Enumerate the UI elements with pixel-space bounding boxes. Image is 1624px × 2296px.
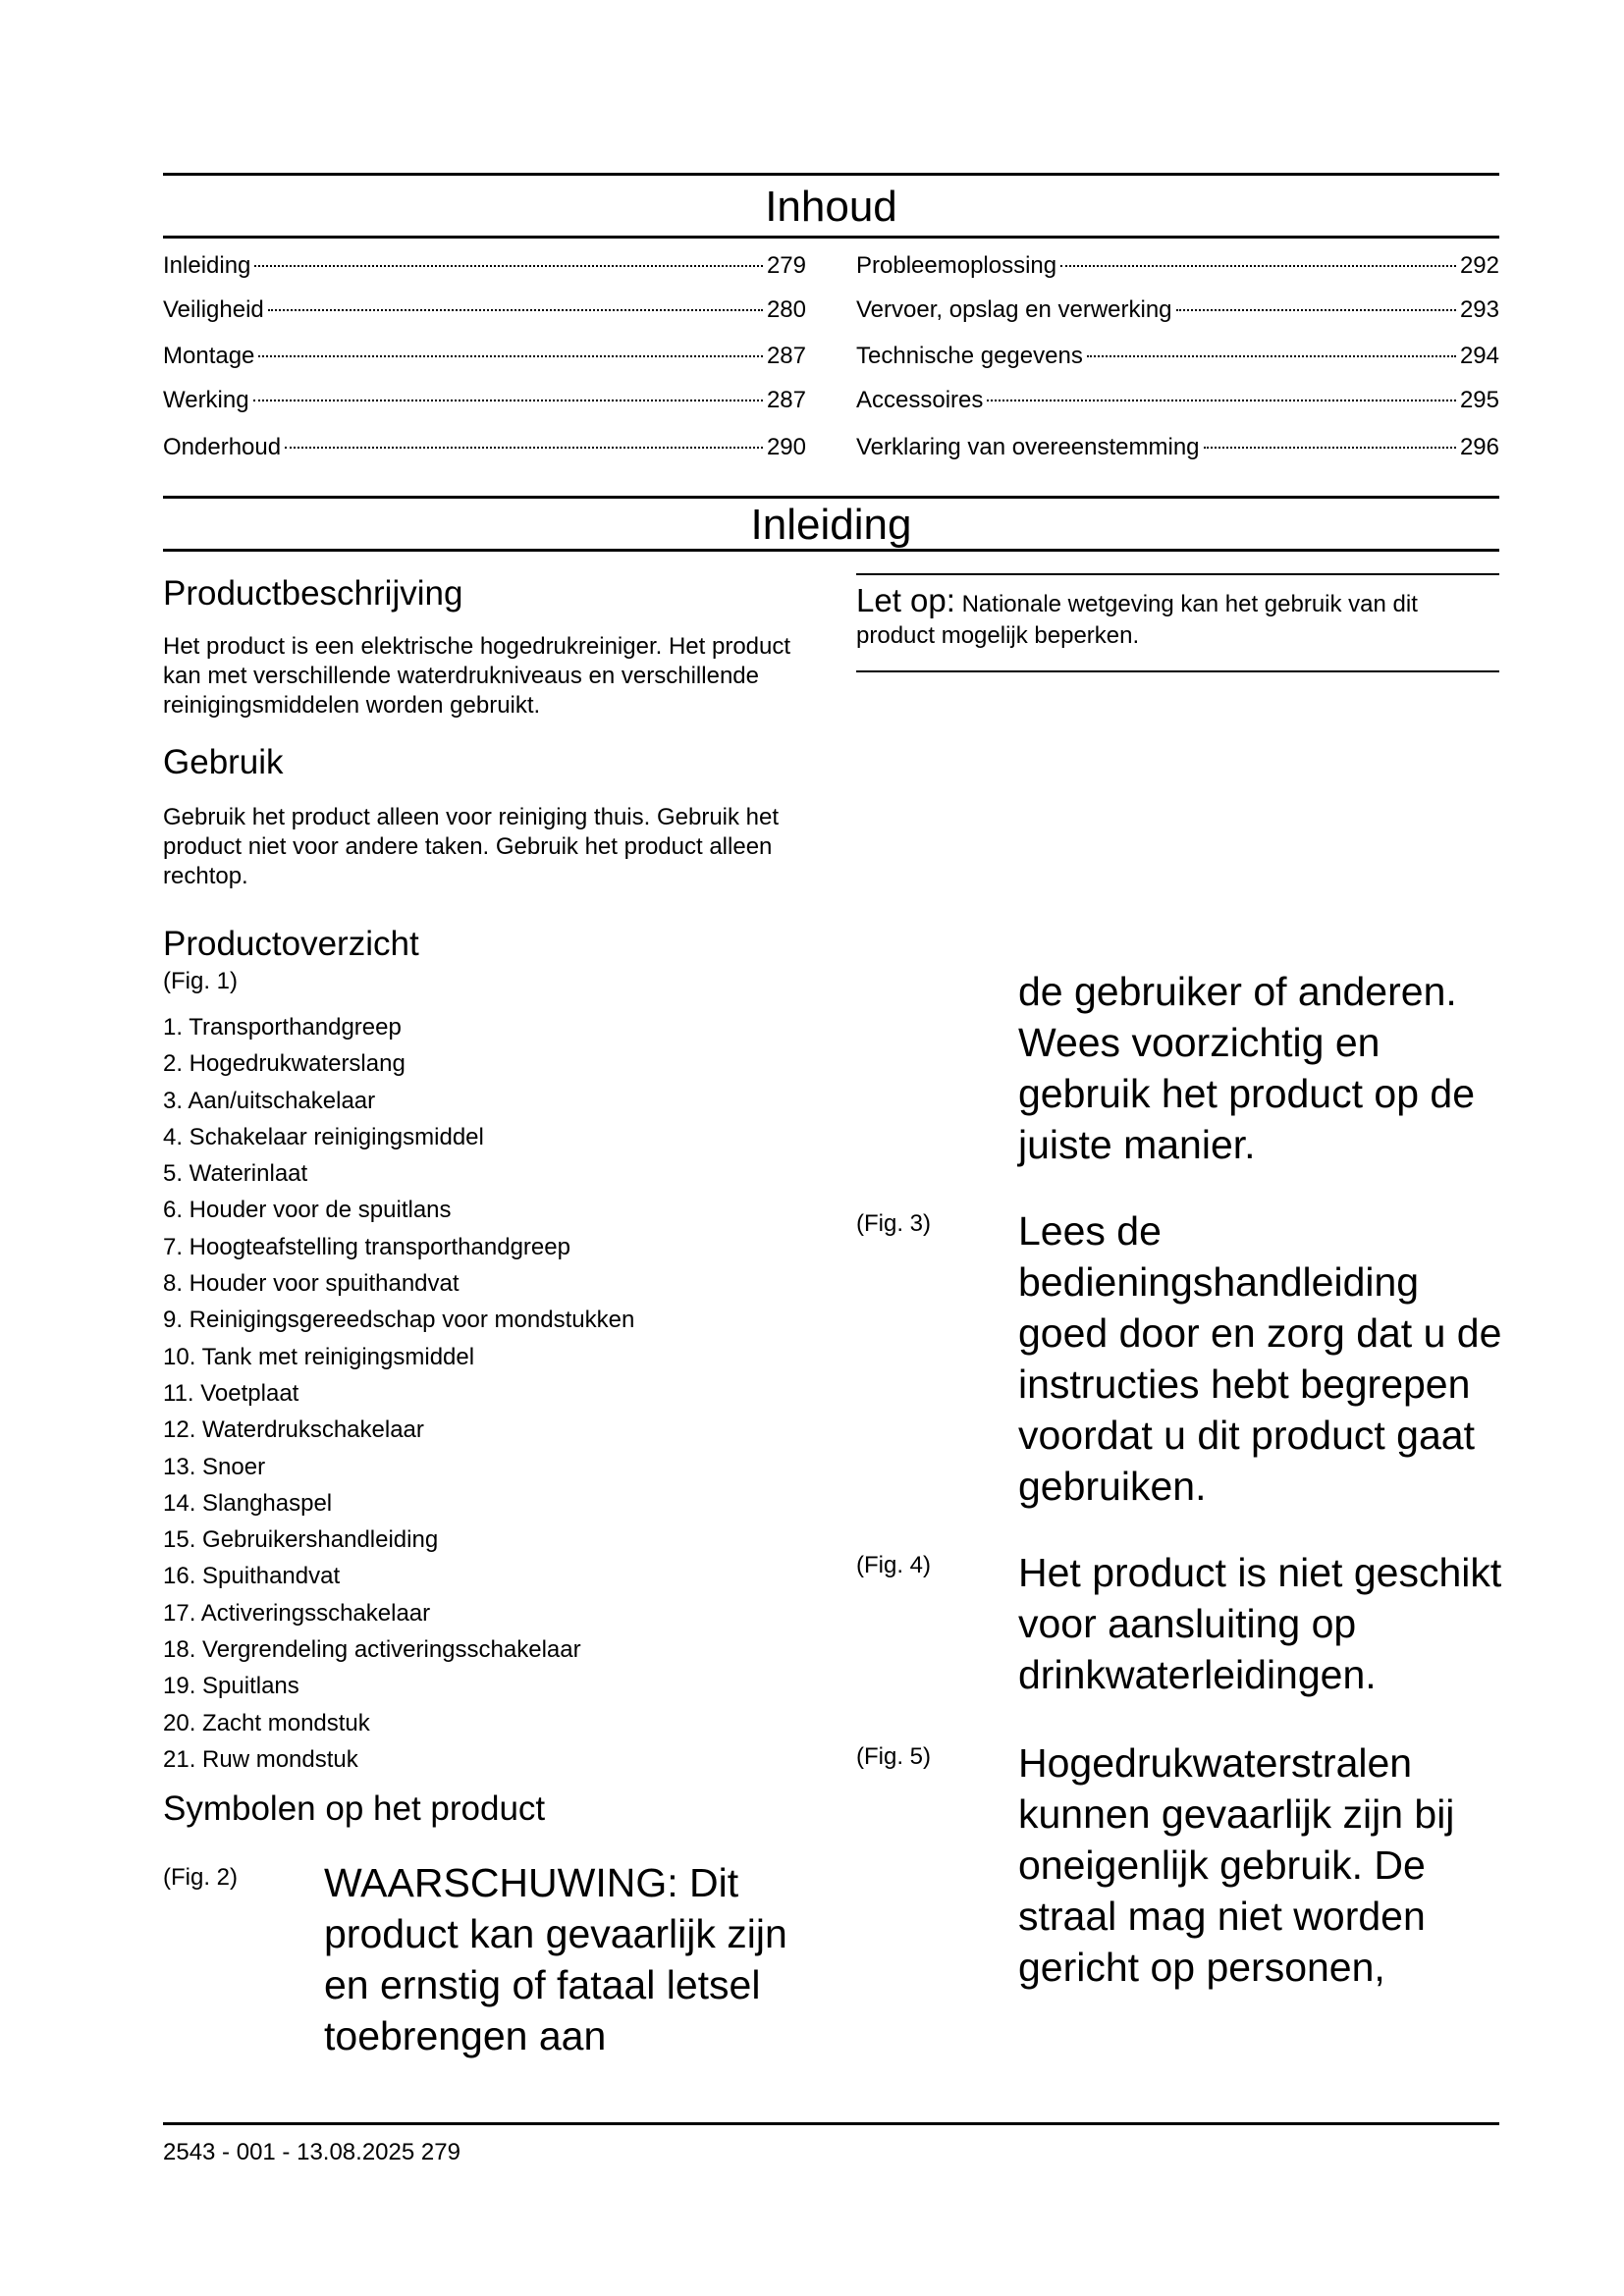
toc-entry-page: 293: [1459, 296, 1499, 323]
list-item: 19. Spuitlans: [163, 1673, 299, 1700]
list-item: 7. Hoogteafstelling transporthandgreep: [163, 1233, 570, 1260]
fig-2-warning-continued: de gebruiker of anderen. Wees voorzichtig en gebruik het product op de juiste manier.: [1018, 969, 1475, 1167]
list-item: 10. Tank met reinigingsmiddel: [163, 1343, 475, 1370]
toc-entry[interactable]: [163, 295, 806, 325]
toc-leader: [1060, 265, 1456, 267]
toc-entry-label: Technische gegevens: [856, 343, 1083, 369]
list-item: 17. Activeringsschakelaar: [163, 1599, 431, 1627]
toc-entry[interactable]: [856, 433, 1499, 462]
toc-entry[interactable]: [856, 251, 1499, 281]
list-item: 4. Schakelaar reinigingsmiddel: [163, 1123, 484, 1150]
toc-entry-label: Accessoires: [856, 387, 984, 413]
toc-leader: [258, 355, 763, 357]
overview-heading: Productoverzicht: [163, 925, 419, 963]
intro-title-rule: [163, 549, 1499, 552]
list-item: 1. Transporthandgreep: [163, 1014, 402, 1041]
toc-entry-label: Inleiding: [163, 252, 251, 279]
fig-4-text: Het product is niet geschikt voor aansluiting op drinkwaterleidingen.: [1018, 1550, 1502, 1697]
list-item: 5. Waterinlaat: [163, 1160, 308, 1188]
top-rule: [163, 173, 1499, 176]
list-item: 14. Slanghaspel: [163, 1489, 333, 1517]
product-description-text: Het product is een elektrische hogedrukreiniger. Het product kan met verschillende waterdrukniveaus en verschillende reinigingsmiddelen worden gebruikt.: [163, 633, 791, 719]
toc-leader: [285, 447, 763, 449]
list-item: 9. Reinigingsgereedschap voor mondstukken: [163, 1307, 635, 1334]
toc-entry[interactable]: [163, 433, 806, 462]
toc-entry-page: 287: [766, 343, 806, 369]
intro-top-rule: [163, 496, 1499, 499]
fig-5-text: Hogedrukwaterstralen kunnen gevaarlijk zijn bij oneigenlijk gebruik. De straal mag niet worden gericht op personen,: [1018, 1740, 1455, 1990]
toc-leader: [268, 309, 763, 311]
toc-entry-label: Vervoer, opslag en verwerking: [856, 296, 1172, 323]
fig-5-ref: (Fig. 5): [856, 1743, 932, 1770]
toc-entry-label: Veiligheid: [163, 296, 264, 323]
toc-entry-page: 296: [1459, 434, 1499, 460]
toc-entry-label: Onderhoud: [163, 434, 282, 460]
toc-leader: [1176, 309, 1456, 311]
list-item: 20. Zacht mondstuk: [163, 1709, 370, 1736]
toc-entry[interactable]: [856, 295, 1499, 325]
note-bottom-rule: [856, 670, 1499, 672]
list-item: 3. Aan/uitschakelaar: [163, 1087, 376, 1114]
fig-3-ref: (Fig. 3): [856, 1210, 932, 1237]
toc-entry-page: 280: [766, 296, 806, 323]
toc-entry-page: 292: [1459, 252, 1499, 279]
toc-entry[interactable]: [163, 386, 806, 415]
fig-4-ref: (Fig. 4): [856, 1552, 932, 1578]
footer-doc-info: 2543 - 001 - 13.08.2025: [163, 2139, 415, 2165]
toc-entry-page: 294: [1459, 343, 1499, 369]
toc-entry-page: 287: [766, 387, 806, 413]
toc-entry-page: 295: [1459, 387, 1499, 413]
toc-entry[interactable]: [163, 342, 806, 371]
overview-list: [163, 1009, 634, 1778]
list-item: 2. Hogedrukwaterslang: [163, 1050, 406, 1078]
footer-rule: [163, 2122, 1499, 2125]
toc-leader: [254, 265, 763, 267]
toc-entry[interactable]: [856, 386, 1499, 415]
note-text: Nationale wetgeving kan het gebruik van dit product mogelijk beperken.: [856, 591, 1418, 649]
list-item: 6. Houder voor de spuitlans: [163, 1197, 452, 1224]
footer: [163, 2138, 460, 2167]
list-item: 15. Gebruikershandleiding: [163, 1526, 439, 1554]
toc-entry-label: Verklaring van overeenstemming: [856, 434, 1200, 460]
product-description-heading: Productbeschrijving: [163, 574, 463, 613]
toc-leader: [1204, 447, 1456, 449]
toc-title-rule: [163, 236, 1499, 239]
list-item: 16. Spuithandvat: [163, 1563, 341, 1590]
list-item: 18. Vergrendeling activeringsschakelaar: [163, 1636, 581, 1664]
intro-title: Inleiding: [750, 501, 912, 549]
toc-entry-label: Montage: [163, 343, 255, 369]
list-item: 8. Houder voor spuithandvat: [163, 1270, 460, 1298]
fig-2-warning-text: WAARSCHUWING: Dit product kan gevaarlijk zijn en ernstig of fataal letsel toebrengen aan: [324, 1860, 787, 2058]
fig-2-ref: (Fig. 2): [163, 1864, 239, 1891]
toc-entry[interactable]: [856, 342, 1499, 371]
toc-entry-page: 279: [766, 252, 806, 279]
toc-leader: [987, 400, 1456, 401]
note: [856, 582, 1499, 652]
fig-3-text: Lees de bedieningshandleiding goed door en zorg dat u de instructies hebt begrepen voordat u dit product gaat gebruiken.: [1018, 1208, 1502, 1509]
note-top-rule: [856, 573, 1499, 575]
toc-entry[interactable]: [163, 251, 806, 281]
toc-title: Inhoud: [765, 183, 897, 231]
note-label: Let op:: [856, 582, 955, 618]
list-item: 21. Ruw mondstuk: [163, 1745, 358, 1773]
list-item: 11. Voetplaat: [163, 1379, 299, 1407]
list-item: 13. Snoer: [163, 1453, 266, 1480]
toc-entry-label: Probleemoplossing: [856, 252, 1057, 279]
usage-heading: Gebruik: [163, 743, 284, 781]
page-number: 279: [420, 2139, 460, 2165]
toc-entry-label: Werking: [163, 387, 249, 413]
fig-1-ref: (Fig. 1): [163, 968, 239, 994]
toc-entry-page: 290: [766, 434, 806, 460]
usage-text: Gebruik het product alleen voor reiniging thuis. Gebruik het product niet voor andere taken. Gebruik het product alleen rechtop.: [163, 804, 780, 889]
list-item: 12. Waterdrukschakelaar: [163, 1416, 424, 1444]
toc-leader: [253, 400, 763, 401]
toc-leader: [1087, 355, 1456, 357]
symbols-heading: Symbolen op het product: [163, 1789, 546, 1828]
